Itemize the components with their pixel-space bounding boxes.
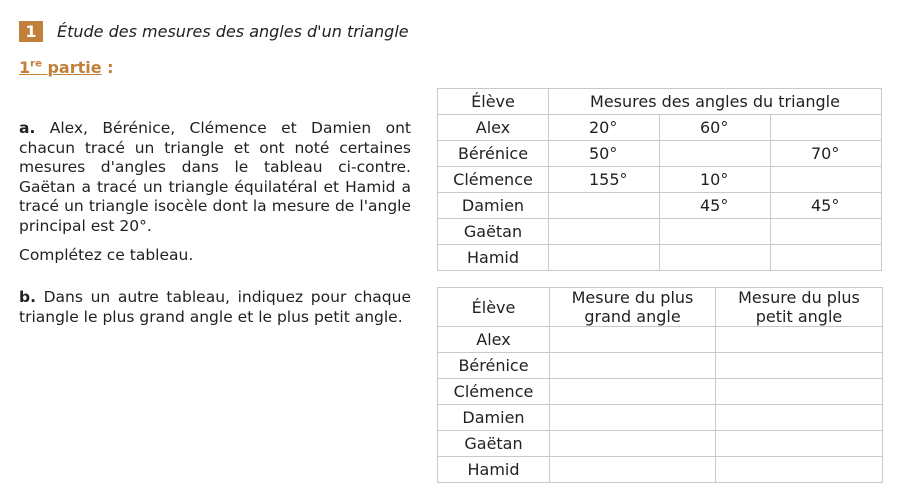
student-name: Hamid (438, 457, 550, 483)
biggest-angle-cell[interactable] (550, 457, 716, 483)
question-a-text: Alex, Bérénice, Clémence et Damien ont chacun tracé un triangle et ont noté certaines mesures d'angles dans le tableau ci-contre. Gaëtan a tracé un triangle équilatéral et Hamid a tracé un triangle isocèle dont la mesure de l'angle principal est 20°. (19, 119, 411, 235)
angle-cell[interactable]: 20° (549, 115, 660, 141)
angle-cell[interactable] (660, 141, 771, 167)
student-name: Bérénice (438, 141, 549, 167)
angles-table (437, 88, 882, 271)
angle-cell[interactable] (549, 193, 660, 219)
table-row (438, 193, 882, 219)
angle-cell[interactable] (771, 245, 882, 271)
angle-cell[interactable]: 50° (549, 141, 660, 167)
angle-cell[interactable] (549, 219, 660, 245)
table-row (438, 141, 882, 167)
col-measures: Mesures des angles du triangle (549, 89, 882, 115)
table-row (438, 327, 883, 353)
table-row (438, 167, 882, 193)
angle-cell[interactable]: 45° (771, 193, 882, 219)
angle-cell[interactable]: 10° (660, 167, 771, 193)
student-name: Damien (438, 405, 550, 431)
student-name: Alex (438, 327, 550, 353)
angle-cell[interactable]: 60° (660, 115, 771, 141)
angle-cell[interactable] (660, 219, 771, 245)
extremes-table-header (438, 288, 883, 327)
table-row (438, 379, 883, 405)
exercise-number-badge: 1 (19, 21, 43, 42)
part-heading (19, 58, 114, 77)
angle-cell[interactable] (549, 245, 660, 271)
smallest-angle-cell[interactable] (716, 431, 883, 457)
table-row (438, 353, 883, 379)
biggest-angle-cell[interactable] (550, 353, 716, 379)
angle-cell[interactable]: 45° (660, 193, 771, 219)
question-b (19, 288, 411, 327)
table-row (438, 457, 883, 483)
col-student: Élève (438, 288, 550, 327)
col-smallest-angle: Mesure du plus petit angle (716, 288, 883, 327)
cut-off-text-line (19, 491, 879, 498)
student-name: Gaëtan (438, 219, 549, 245)
question-b-label: b. (19, 288, 36, 306)
biggest-angle-cell[interactable] (550, 431, 716, 457)
question-a-label: a. (19, 119, 36, 137)
smallest-angle-cell[interactable] (716, 379, 883, 405)
col-biggest-angle: Mesure du plus grand angle (550, 288, 716, 327)
angle-cell[interactable] (771, 219, 882, 245)
col-student: Élève (438, 89, 549, 115)
biggest-angle-cell[interactable] (550, 405, 716, 431)
angle-cell[interactable]: 70° (771, 141, 882, 167)
part-number: 1re partie (19, 58, 102, 77)
student-name: Alex (438, 115, 549, 141)
student-name: Bérénice (438, 353, 550, 379)
angle-cell[interactable] (660, 245, 771, 271)
smallest-angle-cell[interactable] (716, 327, 883, 353)
student-name: Clémence (438, 379, 550, 405)
angle-cell[interactable]: 155° (549, 167, 660, 193)
question-b-text: Dans un autre tableau, indiquez pour chaque triangle le plus grand angle et le plus petit angle. (19, 288, 411, 326)
angle-cell[interactable] (771, 167, 882, 193)
student-name: Gaëtan (438, 431, 550, 457)
student-name: Damien (438, 193, 549, 219)
exercise-title: Étude des mesures des angles d'un triangle (57, 21, 409, 41)
angles-table-header (438, 89, 882, 115)
part-colon: : (101, 58, 114, 77)
smallest-angle-cell[interactable] (716, 405, 883, 431)
table-row (438, 405, 883, 431)
extremes-table (437, 287, 883, 483)
question-a (19, 119, 411, 236)
table-row (438, 219, 882, 245)
table-row (438, 431, 883, 457)
biggest-angle-cell[interactable] (550, 327, 716, 353)
student-name: Clémence (438, 167, 549, 193)
smallest-angle-cell[interactable] (716, 457, 883, 483)
biggest-angle-cell[interactable] (550, 379, 716, 405)
smallest-angle-cell[interactable] (716, 353, 883, 379)
exercise-header (19, 20, 409, 42)
table-row (438, 245, 882, 271)
student-name: Hamid (438, 245, 549, 271)
angle-cell[interactable] (771, 115, 882, 141)
question-a-instruction: Complétez ce tableau. (19, 246, 194, 264)
table-row (438, 115, 882, 141)
